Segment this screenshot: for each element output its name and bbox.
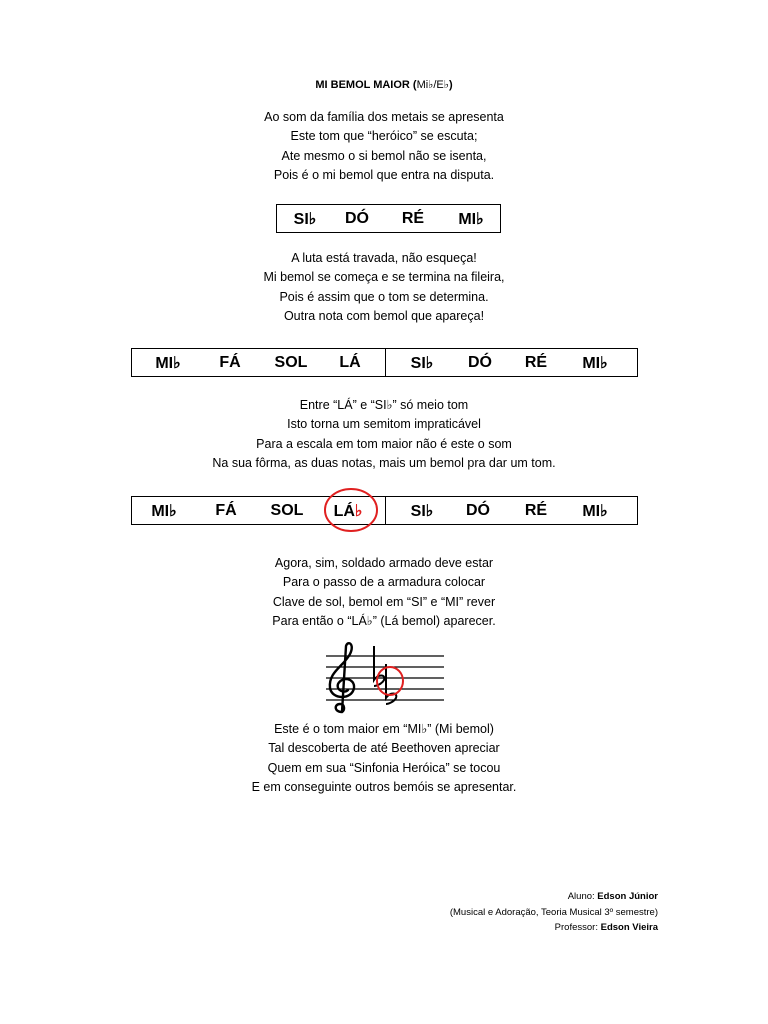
professor-line: Professor: Edson Vieira <box>554 922 658 933</box>
box-divider <box>385 497 386 524</box>
verse-line: Tal descoberta de até Beethoven apreciar <box>268 741 500 756</box>
box-divider <box>385 349 386 376</box>
note: MI♭ <box>582 502 608 520</box>
note: SI♭ <box>410 354 434 372</box>
note: SOL <box>270 501 304 519</box>
verse-line: Quem em sua “Sinfonia Heróica” se tocou <box>267 760 501 775</box>
note: DÓ <box>345 209 369 227</box>
note: DÓ <box>468 353 492 371</box>
verse-line: Pois é assim que o tom se determina. <box>279 289 489 304</box>
verse-line: Agora, sim, soldado armado deve estar <box>274 556 494 570</box>
treble-clef-staff-icon <box>322 640 446 716</box>
note: MI♭ <box>458 210 484 228</box>
verse-line: Para então o “LÁ♭” (Lá bemol) aparecer. <box>272 613 496 628</box>
title-close: ) <box>448 79 453 91</box>
footer-credits <box>450 889 658 936</box>
stanza-5 <box>0 720 768 797</box>
stanza-1 <box>0 108 768 185</box>
verse-line: Para o passo de a armadura colocar <box>282 575 486 590</box>
stanza-2 <box>0 249 768 326</box>
verse-line: Este tom que “heróico” se escuta; <box>290 129 478 144</box>
title-text: MI BEMOL MAIOR ( <box>315 79 417 91</box>
note: LÁ <box>339 353 361 371</box>
note: MI♭ <box>155 354 181 372</box>
note: RÉ <box>401 209 425 227</box>
verse-line: Ate mesmo o si bemol não se isenta, <box>281 148 487 163</box>
note: FÁ <box>215 501 237 519</box>
scale-box-2 <box>131 496 638 525</box>
note: MI♭ <box>582 354 608 372</box>
verse-line: E em conseguinte outros bemóis se apresentar. <box>251 779 517 794</box>
verse-line: Ao som da família dos metais se apresenta <box>264 110 504 124</box>
title-key: Mi♭/E♭ <box>416 79 449 91</box>
note: SOL <box>274 353 308 371</box>
verse-line: Este é o tom maior em “MI♭” (Mi bemol) <box>274 722 494 736</box>
verse-line: Pois é o mi bemol que entra na disputa. <box>273 167 495 182</box>
verse-line: Para a escala em tom maior não é este o som <box>256 436 512 451</box>
stanza-4 <box>0 554 768 631</box>
note: MI♭ <box>151 502 177 520</box>
student-line: Aluno: Edson Júnior <box>567 891 658 902</box>
note: RÉ <box>524 353 548 371</box>
note: SI♭ <box>293 210 317 228</box>
note-la-flat: LÁ♭ <box>333 502 363 520</box>
verse-line: A luta está travada, não esqueça! <box>291 251 477 265</box>
note: SI♭ <box>410 502 434 520</box>
notes-box-1 <box>276 204 501 233</box>
verse-line: Mi bemol se começa e se termina na fileira, <box>263 270 505 285</box>
stanza-3 <box>0 396 768 473</box>
verse-line: Clave de sol, bemol em “SI” e “MI” rever <box>272 594 496 609</box>
verse-line: Isto torna um semitom impraticável <box>287 417 481 432</box>
red-circle-highlight <box>322 486 380 534</box>
note: DÓ <box>466 501 490 519</box>
scale-box-1 <box>131 348 638 377</box>
course-line: (Musical e Adoração, Teoria Musical 3º semestre) <box>449 906 658 918</box>
page-title <box>0 78 768 91</box>
verse-line: Outra nota com bemol que apareça! <box>283 308 485 323</box>
note: RÉ <box>524 501 548 519</box>
verse-line: Entre “LÁ” e “SI♭” só meio tom <box>299 398 469 412</box>
verse-line: Na sua fôrma, as duas notas, mais um bemol pra dar um tom. <box>212 455 556 470</box>
note: FÁ <box>219 353 241 371</box>
